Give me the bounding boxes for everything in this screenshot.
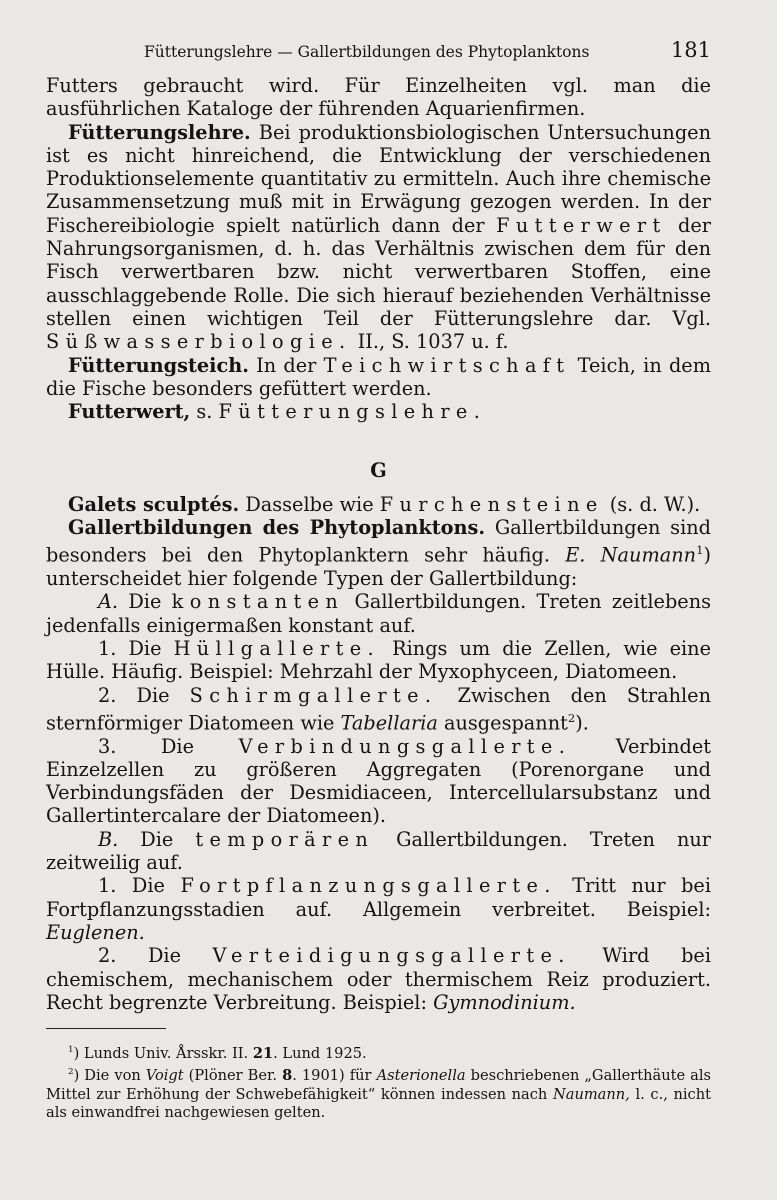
- entry-fuetterungslehre: [46, 121, 711, 354]
- entry-text: ) unterscheidet hier folgende Typen der Gallertbildung:: [46, 543, 711, 591]
- spaced-term: Verbindungsgallerte.: [238, 734, 572, 758]
- entry-text: Rings um die Zellen, wie eine Hülle. Häufig. Beispiel: Mehrzahl der Myxophyceen, Diatomeen.: [46, 636, 711, 684]
- spaced-term: Fortpflanzungsgallerte.: [180, 874, 557, 898]
- entry-text: Gallertbildungen. Treten zeitlebens jedenfalls einigermaßen konstant auf.: [46, 590, 712, 637]
- entry-text: Bei produktionsbiologischen Untersuchungen ist es nicht hinreichend, die Entwicklung der verschiedenen Produktionselemente quantitativ zu ermitteln. Auch ihre chemische Zusammensetzung muß mit in Erwägung gezogen werden. In der Fischereibiologie spielt natürlich dann der: [46, 120, 711, 237]
- spaced-term: Schirmgallerte.: [189, 683, 438, 707]
- footnote-text: ) Die von: [73, 1067, 146, 1085]
- footnote-text: (Plöner Ber.: [183, 1067, 283, 1085]
- spaced-term: Furchensteine: [379, 492, 604, 516]
- entry-headword: Gallertbildungen des Phytoplanktons.: [68, 516, 486, 540]
- volume-number: 8: [282, 1067, 293, 1085]
- entry-text: 2. Die: [98, 683, 190, 707]
- paragraph-continuation: Futters gebraucht wird. Für Einzelheiten vgl. man die ausführlichen Kataloge der führenden Aquarienfirmen.: [46, 74, 711, 121]
- spaced-term: Futterwert: [496, 213, 667, 237]
- list-item-a3: [46, 735, 711, 828]
- spaced-term: Teichwirtschaft: [323, 353, 571, 377]
- entry-text: In der: [248, 353, 324, 377]
- entry-futterwert: [46, 400, 711, 423]
- author-name: E. Naumann: [565, 543, 697, 567]
- entry-text: Die: [118, 827, 196, 851]
- entry-text: ).: [575, 711, 589, 735]
- entry-text: Die: [118, 590, 172, 614]
- entry-text: Teich, in dem die Fische besonders gefüttert werden.: [46, 353, 711, 400]
- entry-text: 1. Die: [98, 636, 174, 660]
- section-letter: G: [370, 459, 387, 483]
- entry-text: der Nahrungsorganismen, d. h. das Verhältnis zwischen dem für den Fisch verwertbaren bzw. nicht verwertbaren Stoffen, eine ausschlaggebende Rolle. Die sich hierauf beziehenden Verhältnisse stellen einen wichtigen Teil der Fütterungslehre dar. Vgl.: [46, 213, 711, 330]
- entry-text: Gallertbildungen sind besonders bei den Phytoplanktern sehr häufig.: [46, 516, 711, 567]
- entry-text: Wird bei chemischem, mechanischem oder thermischem Reiz produziert. Recht begrenzte Verbreitung. Beispiel:: [46, 944, 711, 1014]
- entry-text: Verbindet Einzelzellen zu größeren Aggregaten (Porenorgane und Verbindungsfäden der Desmidiaceen, Intercellularsubstanz und Gallertintercalare der Diatomeen).: [46, 734, 711, 828]
- entry-text: 1. Die: [98, 874, 181, 898]
- footnote-1: [46, 1041, 711, 1063]
- entry-gallertbildungen: [46, 516, 711, 590]
- entry-headword: Galets sculptés.: [68, 492, 240, 516]
- list-item-b2: [46, 944, 711, 1014]
- genus-name: Tabellaria: [340, 711, 438, 735]
- main-text: [46, 74, 711, 1014]
- list-item-a1: [46, 637, 711, 684]
- entry-text: II., S. 1037 u. f.: [351, 330, 509, 354]
- spaced-term: Fütterungslehre.: [218, 400, 487, 424]
- footnote-text: beschriebenen „Gallerthäute als Mittel zur Erhöhung der Schwebefähigkeit“ können indessen nach: [46, 1067, 711, 1103]
- footnote-text: . 1901) für: [292, 1067, 377, 1085]
- list-item-a2: [46, 684, 711, 735]
- running-title: Fütterungslehre — Gallertbildungen des Phytoplanktons: [144, 43, 590, 61]
- footnote-mark: 1: [68, 1045, 74, 1056]
- spaced-term: Hüllgallerte.: [173, 636, 381, 660]
- genus-name: Asterionella: [376, 1067, 466, 1085]
- list-heading-b: [46, 828, 711, 875]
- entry-text: ausgespannt: [437, 711, 568, 735]
- entry-text: s.: [190, 400, 219, 424]
- entry-headword: Fütterungslehre.: [68, 120, 251, 144]
- spacer: [46, 483, 711, 493]
- footnote-divider: [46, 1028, 166, 1029]
- footnote-2: [46, 1063, 711, 1122]
- entry-text: Tritt nur bei Fortpflanzungsstadien auf. Allgemein verbreitet. Beispiel:: [46, 874, 711, 921]
- entry-text: 2. Die: [98, 944, 213, 968]
- footnote-text: ) Lunds Univ. Årsskr. II.: [73, 1044, 253, 1062]
- genus-name: Gymnodinium.: [433, 990, 576, 1014]
- page-number: 181: [670, 38, 711, 62]
- running-header: [46, 38, 711, 62]
- spaced-term: temporären: [195, 827, 375, 851]
- list-marker: A.: [98, 590, 119, 614]
- volume-number: 21: [252, 1044, 274, 1062]
- footnote-ref: 2: [567, 710, 576, 725]
- entry-galets-sculptes: [46, 493, 711, 516]
- list-marker: B.: [98, 827, 119, 851]
- footnotes: [46, 1041, 711, 1123]
- spacer: [46, 423, 711, 459]
- spaced-term: Verteidigungsgallerte.: [212, 944, 571, 968]
- spaced-term: konstanten: [171, 590, 345, 614]
- entry-text: Zwischen den Strahlen sternförmiger Diatomeen wie: [46, 683, 711, 735]
- list-heading-a: [46, 590, 711, 637]
- footnote-ref: 1: [696, 543, 704, 558]
- footnote-text: . Lund 1925.: [273, 1044, 367, 1062]
- entry-headword: Futterwert,: [68, 400, 191, 424]
- entry-fuetterungsteich: [46, 354, 711, 401]
- entry-text: Dasselbe wie: [239, 492, 380, 516]
- list-item-b1: [46, 874, 711, 944]
- entry-text: (s. d. W.).: [603, 492, 701, 516]
- genus-name: Euglenen.: [46, 920, 145, 944]
- entry-text: 3. Die: [98, 734, 239, 758]
- entry-headword: Fütterungsteich.: [68, 353, 249, 377]
- author-name: Naumann,: [552, 1085, 630, 1103]
- author-name: Voigt: [145, 1067, 184, 1085]
- entry-text: Gallertbildungen. Treten nur zeitweilig auf.: [46, 827, 711, 875]
- footnote-text: l. c., nicht als einwandfrei nachgewiesen gelten.: [46, 1085, 711, 1122]
- spaced-term: Süßwasserbiologie.: [46, 330, 352, 354]
- footnote-mark: 2: [68, 1067, 74, 1078]
